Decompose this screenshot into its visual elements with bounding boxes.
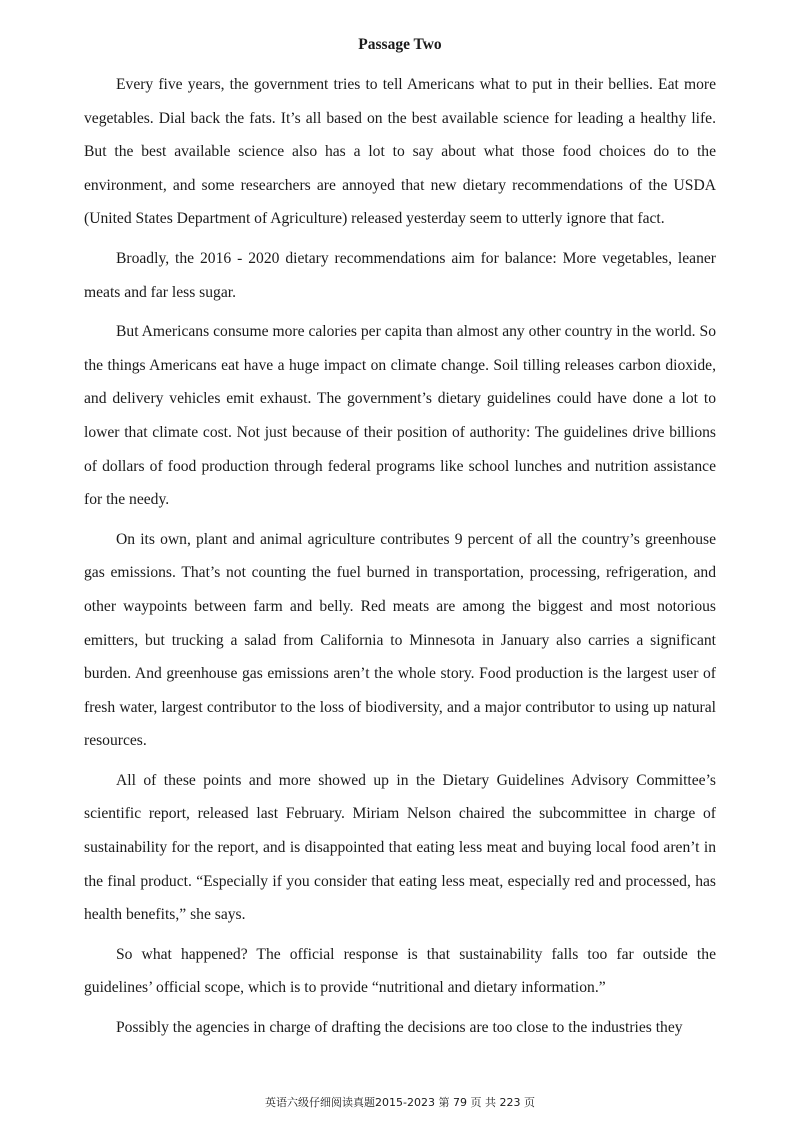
paragraph-2: Broadly, the 2016 - 2020 dietary recommendations aim for balance: More vegetables, leaner meats and far less sugar.: [84, 249, 716, 301]
paragraph-4: On its own, plant and animal agriculture contributes 9 percent of all the country’s greenhouse gas emissions. That’s not counting the fuel burned in transportation, processing, refrigeration, and other waypoints between farm and belly. Red meats are among the biggest and most notorious emitters, but trucking a salad from California to Minnesota in January also carries a significant burden. And greenhouse gas emissions aren’t the whole story. Food production is the largest user of fresh water, largest contributor to the loss of biodiversity, and a major contributor to using up natural resources.: [84, 530, 716, 750]
passage-title: Passage Two: [358, 36, 442, 53]
paragraph-6: So what happened? The official response is that sustainability falls too far outside the guidelines’ official scope, which is to provide “nutritional and dietary information.”: [84, 945, 716, 997]
paragraph-1: Every five years, the government tries to tell Americans what to put in their bellies. Eat more vegetables. Dial back the fats. It’s all based on the best available science for leading a healthy life. But the best available science also has a lot to say about what those food choices do to the environment, and some researchers are annoyed that new dietary recommendations of the USDA (United States Department of Agriculture) released yesterday seem to utterly ignore that fact.: [84, 76, 716, 228]
page-footer: 英语六级仔细阅读真题2015-2023 第 79 页 共 223 页: [265, 1096, 535, 1109]
paragraph-3: But Americans consume more calories per capita than almost any other country in the world. So the things Americans eat have a huge impact on climate change. Soil tilling releases carbon dioxide, and delivery vehicles emit exhaust. The government’s dietary guidelines could have done a lot to lower that climate cost. Not just because of their position of authority: The guidelines drive billions of dollars of food production through federal programs like school lunches and nutrition assistance for the needy.: [84, 323, 716, 509]
paragraph-5: All of these points and more showed up in the Dietary Guidelines Advisory Committee’s scientific report, released last February. Miriam Nelson chaired the subcommittee in charge of sustainability for the report, and is disappointed that eating less meat and buying local food aren’t in the final product. “Especially if you consider that eating less meat, especially red and processed, has health benefits,” she says.: [84, 771, 716, 924]
passage-body: [84, 68, 716, 1051]
paragraph-7: Possibly the agencies in charge of drafting the decisions are too close to the industries they: [116, 1019, 683, 1037]
